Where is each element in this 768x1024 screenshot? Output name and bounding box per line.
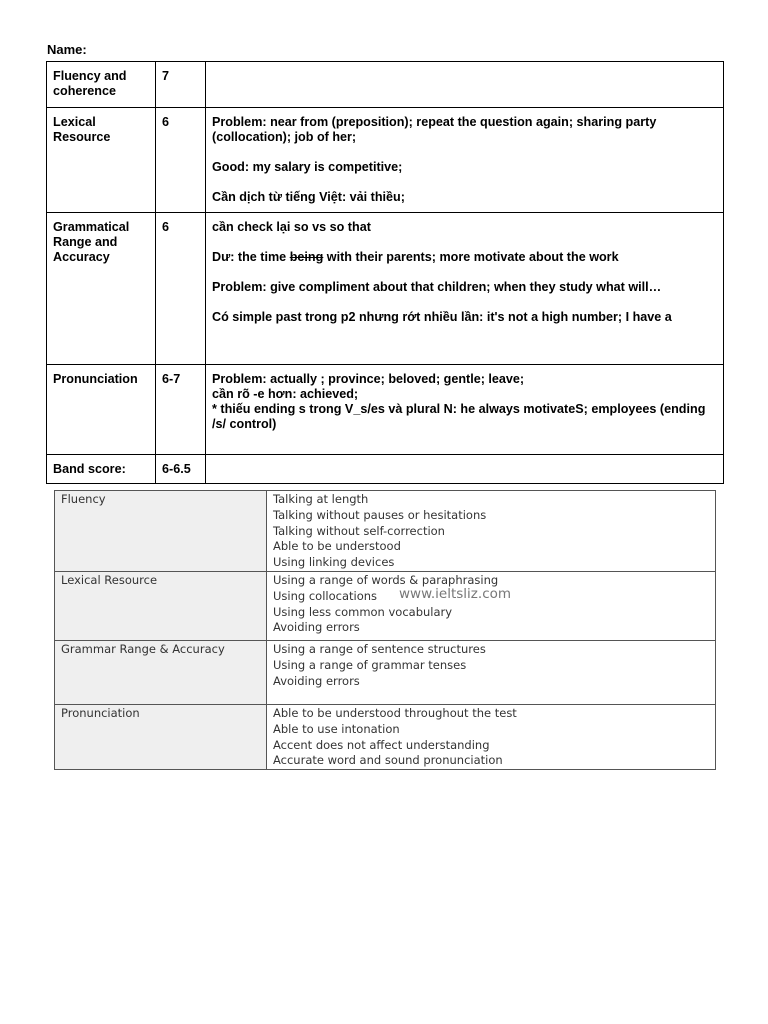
descriptor-cell [267, 641, 716, 705]
descriptor-item: Able to be understood [273, 539, 401, 554]
comment-cell [206, 62, 724, 108]
comment-text: * thiếu ending s trong V_s/es và plural N: he always motivateS; employees (ending /s/ control) [212, 402, 706, 431]
table-row [47, 213, 724, 365]
comment-text: Problem: near from (preposition); repeat the question again; sharing party (collocation); job of her; [212, 115, 657, 144]
table-row [47, 108, 724, 213]
descriptor-cell [267, 491, 716, 572]
name-label: Name: [47, 42, 87, 57]
descriptor-item: Using collocations [273, 588, 378, 603]
descriptor-item: Talking without self-correction [273, 523, 445, 538]
descriptor-item: Using a range of grammar tenses [273, 657, 467, 672]
descriptor-item: Accent does not affect understanding [273, 737, 490, 752]
descriptor-item: Talking at length [273, 492, 369, 506]
descriptor-item: Accurate word and sound pronunciation [273, 753, 503, 768]
score-cell: 7 [156, 62, 206, 108]
comment-prefix: Dư: the time [212, 250, 290, 264]
descriptor-item: Able to be understood throughout the test [273, 706, 517, 720]
criterion-cell: Fluency and coherence [47, 62, 156, 108]
category-cell: Pronunciation [55, 705, 267, 770]
criterion-cell: Pronunciation [47, 365, 156, 455]
descriptor-item: Using linking devices [273, 555, 395, 570]
comment-text: Good: my salary is competitive; [212, 160, 403, 174]
descriptor-item: Using a range of words & paraphrasing [273, 573, 499, 587]
score-cell: 6-7 [156, 365, 206, 455]
descriptor-cell [267, 572, 716, 641]
criteria-row [55, 705, 716, 770]
comment-text: cần rõ -e hơn: achieved; [212, 387, 359, 401]
comment-text: Có simple past trong p2 nhưng rớt nhiều lần: it's not a high number; I have a [212, 310, 672, 324]
descriptor-item: Using less common vocabulary [273, 604, 453, 619]
grading-table [46, 61, 724, 484]
comment-text: Problem: actually ; province; beloved; gentle; leave; [212, 372, 525, 386]
score-cell: 6-6.5 [156, 455, 206, 484]
descriptor-item: Able to use intonation [273, 721, 400, 736]
comment-suffix: with their parents; more motivate about the work [323, 250, 619, 264]
category-cell: Lexical Resource [55, 572, 267, 641]
comment-cell [206, 455, 724, 484]
criterion-cell: Lexical Resource [47, 108, 156, 213]
table-row [47, 455, 724, 484]
criteria-table [54, 490, 716, 770]
category-cell: Grammar Range & Accuracy [55, 641, 267, 705]
comment-cell [206, 213, 724, 365]
watermark-text: www.ieltsliz.com [399, 586, 512, 602]
criteria-row [55, 641, 716, 705]
comment-text: Problem: give compliment about that children; when they study what will… [212, 280, 662, 294]
score-cell: 6 [156, 213, 206, 365]
descriptor-item: Using a range of sentence structures [273, 642, 486, 656]
comment-text: cần check lại so vs so that [212, 220, 371, 234]
descriptor-item: Avoiding errors [273, 620, 360, 635]
criterion-cell: Grammatical Range and Accuracy [47, 213, 156, 365]
descriptor-cell [267, 705, 716, 770]
descriptor-item: Talking without pauses or hesitations [273, 507, 487, 522]
comment-cell [206, 108, 724, 213]
comment-text: Cần dịch từ tiếng Việt: vải thiều; [212, 190, 405, 204]
score-cell: 6 [156, 108, 206, 213]
struck-word: being [289, 250, 324, 264]
category-cell: Fluency [55, 491, 267, 572]
comment-cell [206, 365, 724, 455]
criteria-row [55, 572, 716, 641]
criteria-row [55, 491, 716, 572]
table-row [47, 62, 724, 108]
table-row [47, 365, 724, 455]
comment-text [212, 250, 717, 265]
criterion-cell: Band score: [47, 455, 156, 484]
descriptor-item: Avoiding errors [273, 673, 360, 688]
